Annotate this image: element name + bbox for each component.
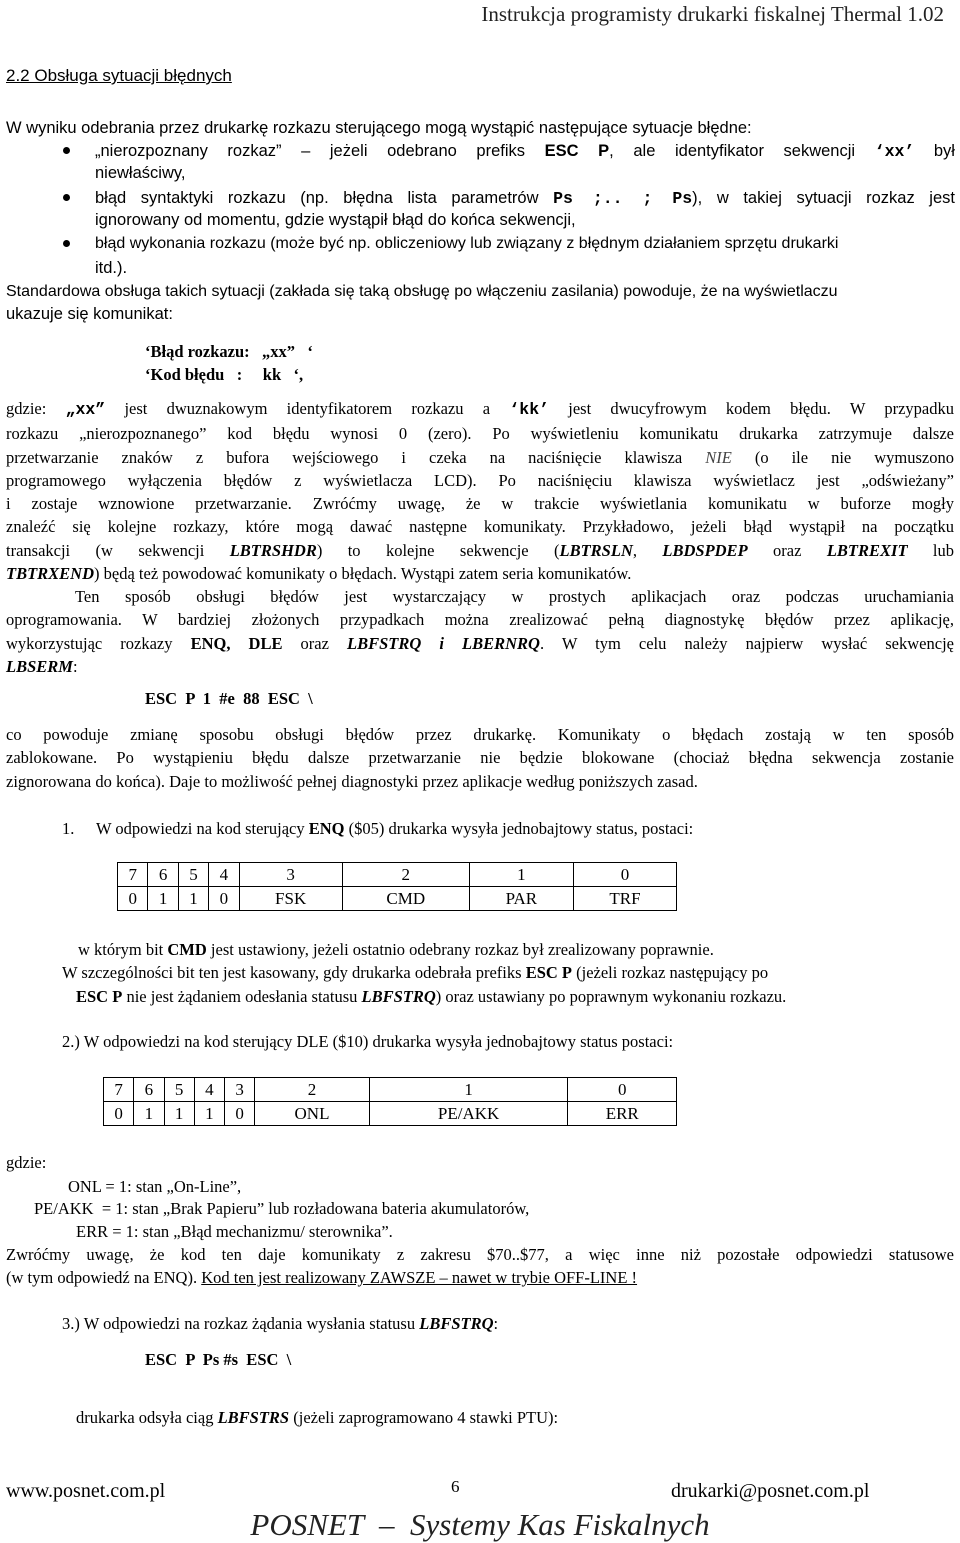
bullet-1-line-1: „nierozpoznany rozkaz” – jeżeli odebrano prefiks ESC P, ale identyfikator sekwencji ‘xx’ był [95,142,955,161]
where-note-2: (w tym odpowiedź na ENQ). Kod ten jest realizowany ZAWSZE – nawet w trybie OFF-LINE ! [6,1268,638,1287]
where-peakk: PE/AKK = 1: stan „Brak Papieru” lub rozładowana bateria akumulatorów, [34,1199,530,1218]
bullet-dot [63,240,70,247]
standard-line-1: Standardowa obsługa takich sytuacji (zakłada się taką obsługę po włączeniu zasilania) powoduje, że na wyświetlaczu [6,283,838,300]
bit-cell: 1 [178,887,208,911]
item1-text: W odpowiedzi na kod sterujący ENQ ($05) drukarka wysyła jednobajtowy status, postaci: [96,819,694,838]
item3-text: 3.) W odpowiedzi na rozkaz żądania wysłania statusu LBFSTRQ: [62,1314,499,1333]
standard-line-2: ukazuje się komunikat: [6,305,173,323]
table-row [118,887,677,911]
bit-cell: 6 [134,1078,164,1102]
bit-cell: 0 [118,887,148,911]
bit-cell: 0 [568,1078,677,1102]
para1-line-4: programowego wyłączenia błędów z wyświetlacza LCD). Po naciśnięciu klawisza wyświetlacz jest „odświeżany” [6,471,954,490]
bit-cell: 4 [194,1078,224,1102]
section-title: 2.2 Obsługa sytuacji błędnych [6,66,232,85]
para1-line-7: transakcji (w sekwencji LBTRSHDR) to kolejne sekwencje (LBTRSLN, LBDSPDEP oraz LBTREXIT lub [6,541,955,560]
para3-line-2: zablokowane. Po wystąpieniu błędu dalsze przetwarzanie nie będzie blokowane (chociaż błędna sekwencja zostanie [6,748,954,767]
bit-cell: 3 [225,1078,255,1102]
bit-cell: 2 [342,863,469,887]
bit-cell: FSK [239,887,342,911]
bit-cell: 1 [148,887,178,911]
item2-text: 2.) W odpowiedzi na kod sterujący DLE ($10) drukarka wysyła jednobajtowy status postaci: [62,1032,674,1051]
bit-cell: 1 [469,863,573,887]
bullet-3-line-1: błąd wykonania rozkazu (może być np. obliczeniowy lub związany z błędnym działaniem sprzętu drukarki [95,235,839,252]
message-line-1: ‘Błąd rozkazu: „xx” ‘ [145,342,313,361]
para3-line-3: zignorowana do końca). Daje to możliwość pełnej diagnostyki przez aplikacje według poniższych zasad. [6,772,698,791]
bit-cell: 6 [148,863,178,887]
bit-cell: ONL [255,1102,370,1126]
after1-line-1: w którym bit CMD jest ustawiony, jeżeli ostatnio odebrany rozkaz był zrealizowany poprawnie. [78,940,714,959]
bit-cell: 0 [104,1102,134,1126]
footer-website-link[interactable]: www.posnet.com.pl [6,1480,166,1502]
para1-line-8: TBTRXEND) będą też powodować komunikaty o błędach. Wystąpi zatem seria komunikatów. [6,564,632,583]
bit-cell: 2 [255,1078,370,1102]
dle-status-table [103,1077,677,1126]
para2-line-2: oprogramowania. W bardziej złożonych przypadkach można zrealizować pełną diagnostykę błędów przez aplikację, [6,610,954,629]
command-esc-p-1: ESC P 1 #e 88 ESC \ [145,689,313,708]
after1-line-3: ESC P nie jest żądaniem odesłania statusu LBFSTRQ) oraz ustawiany po poprawnym wykonaniu rozkazu. [76,987,787,1006]
table-header-row [104,1078,677,1102]
bit-cell: 0 [225,1102,255,1126]
bullet-3-line-2: itd.). [95,259,128,277]
para1-line-5: i zostaje wznowione przetwarzanie. Zwróćmy uwagę, że w trakcie wyświetlania komunikatu w buforze mogły [6,494,954,513]
bit-cell: 3 [239,863,342,887]
bit-cell: 7 [104,1078,134,1102]
bullet-2-line-1: błąd syntaktyki rozkazu (np. błędna lista parametrów Ps ;.. ; Ps), w takiej sytuacji rozkaz jest [95,189,955,208]
footer-email-link[interactable]: drukarki@posnet.com.pl [671,1480,870,1502]
para2-line-4: LBSERM: [6,657,78,676]
where-err: ERR = 1: stan „Błąd mechanizmu/ sterownika”. [76,1222,393,1241]
page-header: Instrukcja programisty drukarki fiskalnej Thermal 1.02 [481,2,944,26]
where-label: gdzie: [6,1153,47,1172]
bit-cell: PAR [469,887,573,911]
where-onl: ONL = 1: stan „On-Line”, [68,1177,242,1196]
where-note-1: Zwróćmy uwagę, że kod ten daje komunikaty z zakresu $70..$77, a więc inne niż pozostałe odpowiedzi statusowe [6,1245,954,1264]
bit-cell: 1 [194,1102,224,1126]
enq-status-table [117,862,677,911]
bit-cell: TRF [573,887,676,911]
page-number: 6 [451,1477,460,1496]
bit-cell: 0 [573,863,676,887]
bit-cell: 1 [369,1078,568,1102]
bit-cell: 5 [164,1078,194,1102]
bit-cell: ERR [568,1102,677,1126]
bit-cell: 4 [209,863,239,887]
bullet-2-line-2: ignorowany od momentu, gdzie wystąpił błąd do końca sekwencji, [95,211,576,229]
command-esc-p-2: ESC P Ps #s ESC \ [145,1350,292,1369]
bullet-dot [63,194,70,201]
para1-line-2: rozkazu „nierozpoznanego” kod błędu wynosi 0 (zero). Po wyświetleniu komunikatu drukarka zatrzymuje dalsze [6,424,954,443]
after1-line-2: W szczególności bit ten jest kasowany, gdy drukarka odebrała prefiks ESC P (jeżeli rozkaz następujący po [62,963,769,982]
para2-line-1: Ten sposób obsługi błędów jest wystarczający w prostych aplikacjach oraz podczas uruchamiania [75,587,954,606]
intro-text: W wyniku odebrania przez drukarkę rozkazu sterującego mogą wystąpić następujące sytuacje błędne: [6,119,752,137]
message-line-2: ‘Kod błędu : kk ‘, [145,365,304,384]
last-line: drukarka odsyła ciąg LBFSTRS (jeżeli zaprogramowano 4 stawki PTU): [76,1408,559,1427]
bullet-dot [63,147,70,154]
para3-line-1: co powoduje zmianę sposobu obsługi błędów przez drukarkę. Komunikaty o błędach zostają w ten sposób [6,725,954,744]
bit-cell: 1 [134,1102,164,1126]
para1-line-1: gdzie: „xx” jest dwuznakowym identyfikatorem rozkazu a ‘kk’ jest dwucyfrowym kodem błędu. W przypadku [6,399,954,419]
item1-number: 1. [62,819,75,838]
para1-line-6: znaleźć się kolejne rozkazy, które mogą dawać następne komunikaty. Przykładowo, jeżeli błąd wystąpił na początku [6,517,954,536]
bit-cell: CMD [342,887,469,911]
bit-cell: PE/AKK [369,1102,568,1126]
bullet-1-line-2: niewłaściwy, [95,164,186,182]
bit-cell: 0 [209,887,239,911]
para2-line-3: wykorzystując rozkazy ENQ, DLE oraz LBFSTRQ i LBERNRQ. W tym celu należy najpierw wysłać sekwencję [6,634,954,653]
footer-brand: POSNET – Systemy Kas Fiskalnych [250,1507,710,1542]
bit-cell: 7 [118,863,148,887]
bit-cell: 5 [178,863,208,887]
table-row [104,1102,677,1126]
table-header-row [118,863,677,887]
para1-line-3: przetwarzanie znaków z bufora wejściowego i czeka na naciśnięcie klawisza NIE (o ile nie wymuszono [6,448,955,467]
bit-cell: 1 [164,1102,194,1126]
